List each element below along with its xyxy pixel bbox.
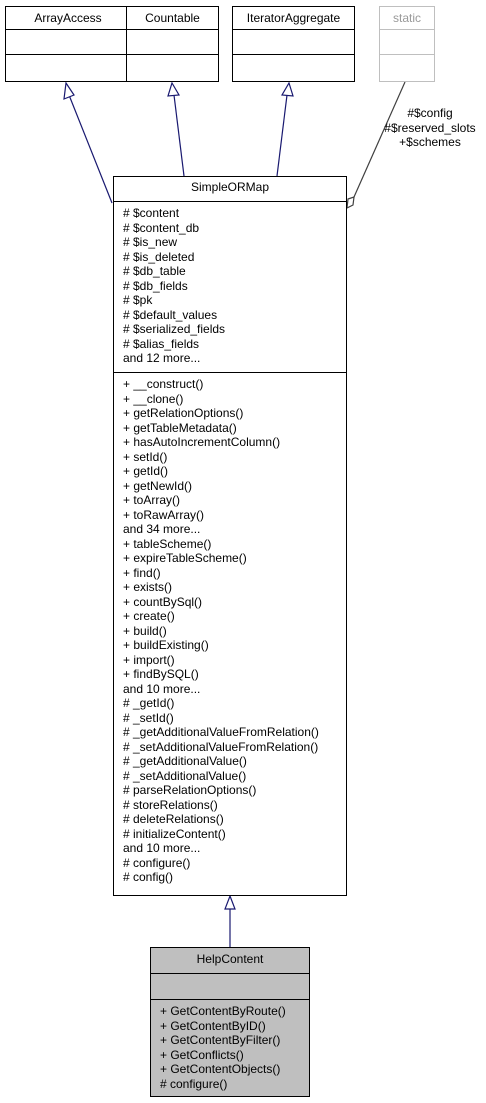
class-help-content-methods [151, 999, 309, 1091]
method-item: + findBySQL() [123, 667, 199, 681]
method-item: + setId() [123, 449, 168, 464]
method-item: + buildExisting() [123, 638, 209, 652]
class-help-content[interactable] [150, 947, 310, 1097]
method-more: and 34 more... [123, 522, 201, 536]
association-label-config: #$config [407, 106, 453, 120]
method-item: + create() [123, 609, 175, 623]
method-item: + import() [123, 652, 175, 667]
association-labels [378, 106, 482, 150]
attribute-item: # $is_new [123, 235, 178, 249]
class-countable-title: Countable [145, 11, 200, 25]
method-item: + __construct() [123, 377, 204, 391]
association-label-reserved-slots: #$reserved_slots [384, 120, 476, 135]
class-help-content-title: HelpContent [196, 952, 264, 966]
aggregation-diamond [347, 197, 354, 208]
method-item: + GetContentByFilter() [160, 1033, 281, 1047]
class-array-access-title: ArrayAccess [34, 11, 102, 25]
attribute-item: # $serialized_fields [123, 322, 226, 336]
method-item: + GetContentObjects() [160, 1062, 281, 1076]
attribute-item: # $default_values [123, 307, 218, 322]
class-simple-or-map-title: SimpleORMap [190, 180, 270, 194]
method-item: + GetContentByRoute() [160, 1004, 286, 1018]
inheritance-edge-iteratoraggregate [277, 95, 287, 176]
method-list [123, 377, 346, 885]
inheritance-arrowhead-iteratoraggregate [282, 83, 293, 96]
class-countable-methods [127, 54, 218, 81]
method-item: + getTableMetadata() [123, 420, 237, 435]
attribute-item: # $alias_fields [123, 336, 200, 351]
method-item: # deleteRelations() [123, 812, 224, 826]
attribute-item: # $is_deleted [123, 249, 195, 264]
method-list [160, 1004, 309, 1091]
attribute-item: # $db_table [123, 264, 186, 278]
method-item: + expireTableScheme() [123, 551, 247, 565]
method-item: # initializeContent() [123, 826, 226, 841]
method-item: + getId() [123, 464, 169, 478]
method-item: # _getAdditionalValueFromRelation() [123, 725, 319, 739]
method-item: # storeRelations() [123, 797, 218, 812]
class-iterator-aggregate-title: IteratorAggregate [246, 11, 341, 25]
attribute-item: # $content_db [123, 220, 200, 235]
method-item: + toRawArray() [123, 507, 205, 522]
class-array-access-methods [6, 54, 130, 81]
method-item: + GetContentByID() [160, 1018, 266, 1033]
attribute-item: # $db_fields [123, 278, 188, 293]
class-array-access[interactable] [5, 6, 131, 82]
class-static-title: static [392, 11, 421, 25]
attribute-list [123, 206, 346, 366]
method-item: # configure() [160, 1076, 228, 1091]
method-item: # _getId() [123, 696, 175, 710]
method-item: # config() [123, 870, 174, 884]
method-item: + find() [123, 565, 161, 580]
method-item: # _setAdditionalValueFromRelation() [123, 739, 319, 754]
method-item: + tableScheme() [123, 536, 212, 551]
class-static[interactable] [379, 6, 435, 82]
method-item: + countBySql() [123, 594, 203, 609]
method-item: + getNewId() [123, 478, 193, 493]
class-countable[interactable] [126, 6, 219, 82]
method-item: + GetConflicts() [160, 1047, 244, 1062]
method-item: # _setId() [123, 710, 174, 725]
method-item: # _setAdditionalValue() [123, 768, 247, 783]
class-simple-or-map[interactable] [113, 176, 347, 896]
method-item: # _getAdditionalValue() [123, 754, 247, 768]
association-label-schemes: +$schemes [399, 135, 461, 149]
method-more: and 10 more... [123, 841, 201, 855]
class-simple-or-map-methods [114, 372, 346, 885]
inheritance-edge-countable [174, 95, 184, 176]
class-iterator-aggregate-methods [233, 54, 354, 81]
class-simple-or-map-attributes [114, 201, 346, 372]
method-item: # configure() [123, 855, 191, 870]
method-item: + toArray() [123, 493, 181, 507]
method-item: + exists() [123, 580, 173, 594]
inheritance-arrowhead-countable [168, 83, 179, 96]
method-item: # parseRelationOptions() [123, 783, 257, 797]
class-countable-attributes [127, 29, 218, 54]
class-iterator-aggregate-attributes [233, 29, 354, 54]
inheritance-arrowhead-arrayaccess [64, 83, 74, 99]
method-item: + hasAutoIncrementColumn() [123, 435, 281, 449]
class-array-access-attributes [6, 29, 130, 54]
method-item: + __clone() [123, 391, 184, 406]
class-static-attributes [380, 29, 434, 54]
method-more: and 10 more... [123, 681, 201, 696]
attribute-more: and 12 more... [123, 351, 201, 365]
attribute-item: # $content [123, 206, 180, 220]
method-item: + getRelationOptions() [123, 406, 244, 420]
inheritance-edge-arrayaccess [69, 95, 112, 203]
attribute-item: # $pk [123, 293, 153, 307]
class-static-methods [380, 54, 434, 81]
inheritance-arrowhead-simpleormap [225, 896, 235, 909]
class-iterator-aggregate[interactable] [232, 6, 355, 82]
class-help-content-attributes [151, 973, 309, 999]
method-item: + build() [123, 623, 167, 638]
